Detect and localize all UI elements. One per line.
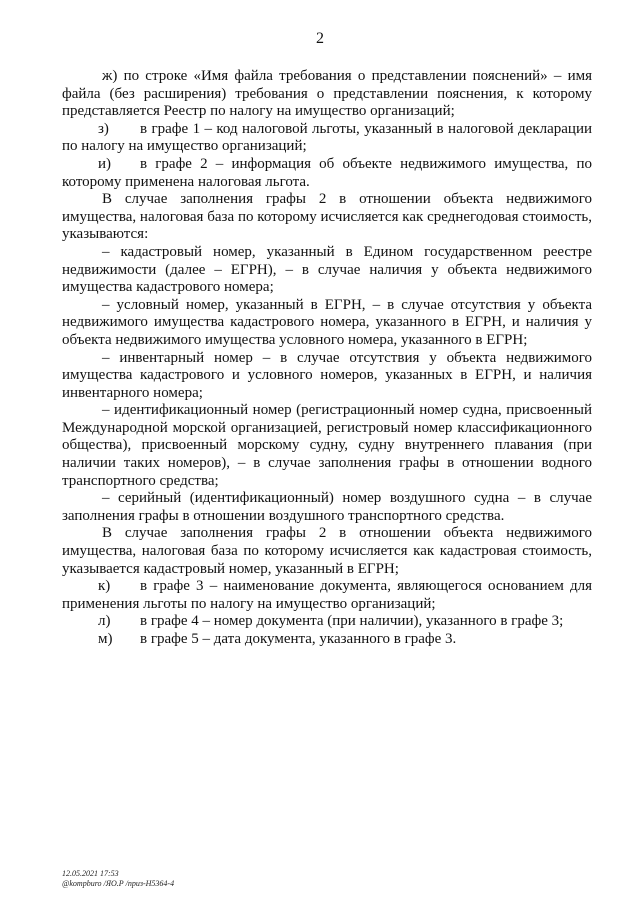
paragraph-text: – инвентарный номер – в случае отсутствия у объекта недвижимого имущества кадастрового и условного номеров, указанных в ЕГРН, и наличия инвентарного номера; [62, 349, 592, 401]
paragraph-text: – идентификационный номер (регистрационный номер судна, присвоенный Международной морской организацией, регистровый номер классификационного общества), присвоенный морскому судну, судну внутреннего плавания (при наличии таких номеров), – в случае заполнения графы в отношении водного транспортного средства; [62, 402, 592, 489]
paragraph [62, 297, 592, 350]
footer-file-path: @kompburo /ЯО.Р /приз-Н5364-4 [62, 879, 175, 888]
paragraph-text: в графе 2 – информация об объекте недвижимого имущества, по которому применена налоговая льгота. [62, 155, 592, 190]
list-item [62, 121, 592, 156]
paragraph [62, 68, 592, 121]
list-item [62, 156, 592, 191]
footer-timestamp: 12.05.2021 17:53 [62, 869, 119, 878]
paragraph [62, 350, 592, 403]
paragraph-text: – условный номер, указанный в ЕГРН, – в случае отсутствия у объекта недвижимого имущества кадастрового номера, указанного в ЕГРН, и наличия у объекта недвижимого имущества условного номера, указанного в ЕГРН; [62, 296, 592, 348]
list-item [62, 631, 592, 649]
list-marker: и) [98, 155, 112, 172]
paragraph-text: В случае заполнения графы 2 в отношении объекта недвижимого имущества, налоговая база по которому исчисляется как кадастровая стоимость, указывается кадастровый номер, указанный в ЕГРН; [62, 525, 592, 577]
paragraph-text: – серийный (идентификационный) номер воздушного судна – в случае заполнения графы в отношении воздушного транспортного средства. [62, 490, 592, 524]
list-item [62, 578, 592, 613]
paragraph-text: в графе 3 – наименование документа, являющегося основанием для применения льготы по налогу на имущество организаций; [62, 578, 592, 612]
list-marker: м) [98, 631, 113, 647]
list-marker: к) [98, 578, 111, 595]
paragraph-text: В случае заполнения графы 2 в отношении объекта недвижимого имущества, налоговая база по которому исчисляется как среднегодовая стоимость, указываются: [62, 191, 592, 243]
document-body [62, 68, 592, 649]
list-marker: л) [98, 613, 111, 630]
paragraph [62, 191, 592, 244]
paragraph [62, 490, 592, 525]
paragraph [62, 525, 592, 578]
paragraph [62, 402, 592, 490]
paragraph [62, 244, 592, 297]
paragraph-text: ж) по строке «Имя файла требования о представлении пояснений» – имя файла (без расширения) требования о представлении пояснения, к которому представляется Реестр по налогу на имущество организаций; [62, 68, 592, 120]
page-number: 2 [316, 30, 324, 47]
list-item [62, 613, 592, 631]
list-marker: з) [98, 120, 109, 137]
paragraph-text: в графе 1 – код налоговой льготы, указанный в налоговой декларации по налогу на имущество организаций; [62, 120, 592, 155]
document-footer [62, 869, 174, 889]
paragraph-text: в графе 5 – дата документа, указанного в графе 3. [140, 631, 457, 647]
paragraph-text: – кадастровый номер, указанный в Едином государственном реестре недвижимости (далее – ЕГРН), – в случае наличия у объекта недвижимого имущества кадастрового номера; [62, 243, 592, 296]
paragraph-text: в графе 4 – номер документа (при наличии), указанного в графе 3; [140, 613, 564, 630]
